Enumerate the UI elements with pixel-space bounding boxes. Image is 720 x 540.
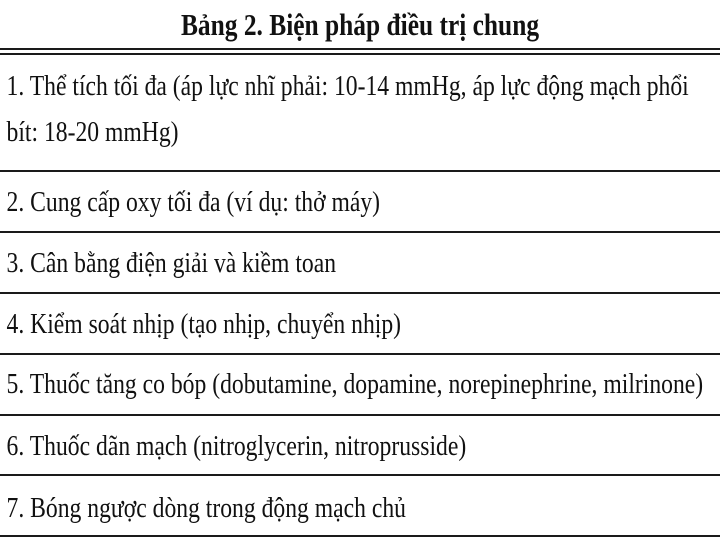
list-item-7 bbox=[0, 486, 720, 530]
list-item-text: 4. Kiểm soát nhịp (tạo nhịp, chuyển nhịp) bbox=[6, 308, 402, 340]
list-item-2 bbox=[0, 180, 720, 224]
header-double-rule bbox=[0, 48, 720, 55]
list-item-text: 6. Thuốc dãn mạch (nitroglycerin, nitroprusside) bbox=[6, 430, 467, 462]
list-item-text: 2. Cung cấp oxy tối đa (ví dụ: thở máy) bbox=[6, 186, 381, 218]
row-divider bbox=[0, 474, 720, 476]
row-divider bbox=[0, 414, 720, 416]
list-item-5 bbox=[0, 362, 720, 406]
list-item-text: 7. Bóng ngược dòng trong động mạch chủ bbox=[6, 492, 406, 524]
list-item-text: 5. Thuốc tăng co bóp (dobutamine, dopamine, norepinephrine, milrinone) bbox=[6, 368, 704, 400]
list-item-text: 1. Thể tích tối đa (áp lực nhĩ phải: 10-14 mmHg, áp lực động mạch phổi bít: 18-20 mmHg) bbox=[6, 70, 689, 148]
row-divider bbox=[0, 231, 720, 233]
row-divider bbox=[0, 353, 720, 355]
list-item-4 bbox=[0, 302, 720, 346]
row-divider-bottom bbox=[0, 535, 720, 537]
list-item-1 bbox=[0, 63, 720, 155]
list-item-text: 3. Cân bằng điện giải và kiềm toan bbox=[6, 247, 337, 279]
row-divider bbox=[0, 292, 720, 294]
list-item-6 bbox=[0, 424, 720, 468]
table-title: Bảng 2. Biện pháp điều trị chung bbox=[180, 7, 540, 42]
row-divider bbox=[0, 170, 720, 172]
list-item-3 bbox=[0, 241, 720, 285]
